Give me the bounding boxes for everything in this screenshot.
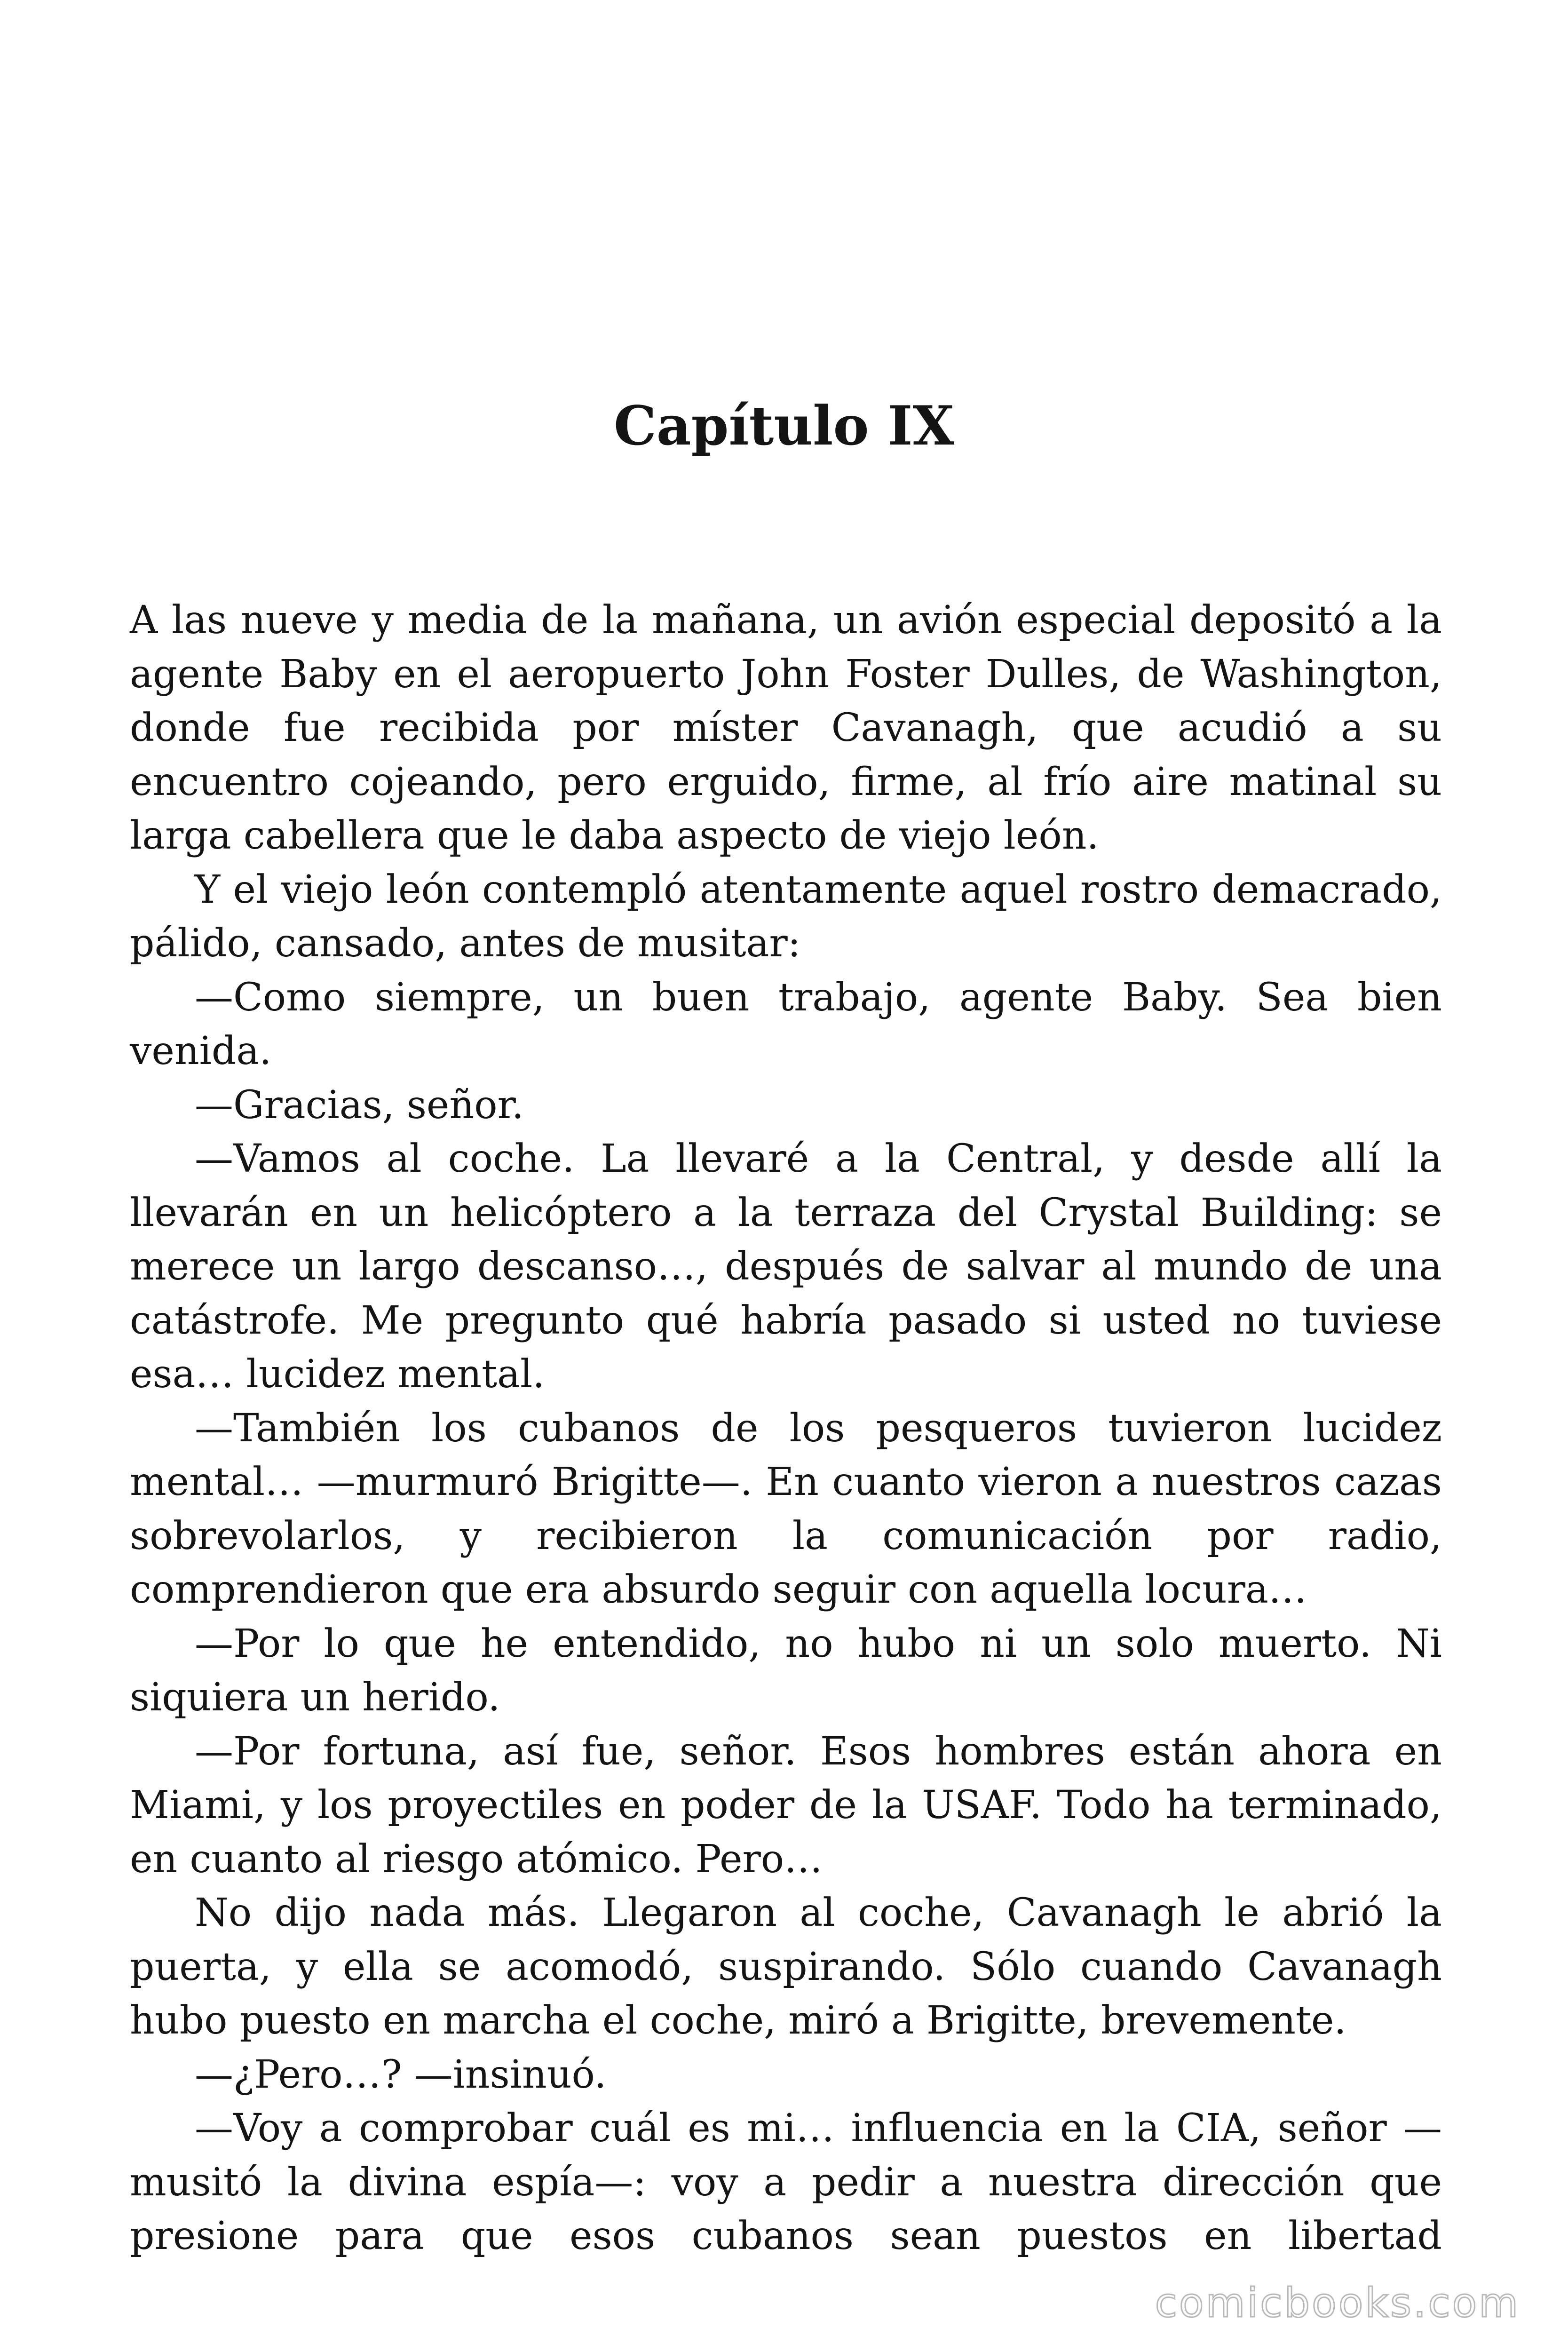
paragraph: —También los cubanos de los pesqueros tuvieron lucidez mental… —murmuró Brigitte—. En cuanto vieron a nuestros cazas sobrevolarlos, y recibieron la comunicación por radio, comprendieron que era absurdo seguir con aquella locura… — [130, 1406, 1442, 1612]
chapter-title: Capítulo IX — [614, 394, 954, 457]
paragraph: —Por lo que he entendido, no hubo ni un solo muerto. Ni siquiera un herido. — [130, 1621, 1442, 1720]
paragraph: —Como siempre, un buen trabajo, agente Baby. Sea bien venida. — [130, 975, 1442, 1073]
paragraph: —Voy a comprobar cuál es mi… influencia en la CIA, señor —musitó la divina espía—: voy a pedir a nuestra dirección que presione para que esos cubanos sean puestos en libertad — [130, 2106, 1442, 2258]
paragraph: Y el viejo león contempló atentamente aquel rostro demacrado, pálido, cansado, antes de musitar: — [130, 867, 1442, 966]
paragraph: —Por fortuna, así fue, señor. Esos hombres están ahora en Miami, y los proyectiles en poder de la USAF. Todo ha terminado, en cuanto al riesgo atómico. Pero… — [130, 1729, 1442, 1882]
paragraph: A las nueve y media de la mañana, un avión especial depositó a la agente Baby en el aeropuerto John Foster Dulles, de Washington, donde fue recibida por míster Cavanagh, que acudió a su encuentro cojeando, pero erguido, firme, al frío aire matinal su larga cabellera que le daba aspecto de viejo león. — [130, 598, 1442, 858]
paragraph: —Vamos al coche. La llevaré a la Central, y desde allí la llevarán en un helicóptero a la terraza del Crystal Building: se merece un largo descanso…, después de salvar al mundo de una catástrofe. Me pregunto qué habría pasado si usted no tuviese esa… lucidez mental. — [130, 1136, 1442, 1397]
paragraph: —¿Pero…? —insinuó. — [195, 2052, 607, 2097]
watermark: comicbooks.com — [1155, 2280, 1520, 2327]
paragraph: No dijo nada más. Llegaron al coche, Cavanagh le abrió la puerta, y ella se acomodó, suspirando. Sólo cuando Cavanagh hubo puesto en marcha el coche, miró a Brigitte, brevemente. — [130, 1891, 1442, 2043]
chapter-body — [130, 594, 1442, 2264]
paragraph: —Gracias, señor. — [195, 1082, 524, 1128]
